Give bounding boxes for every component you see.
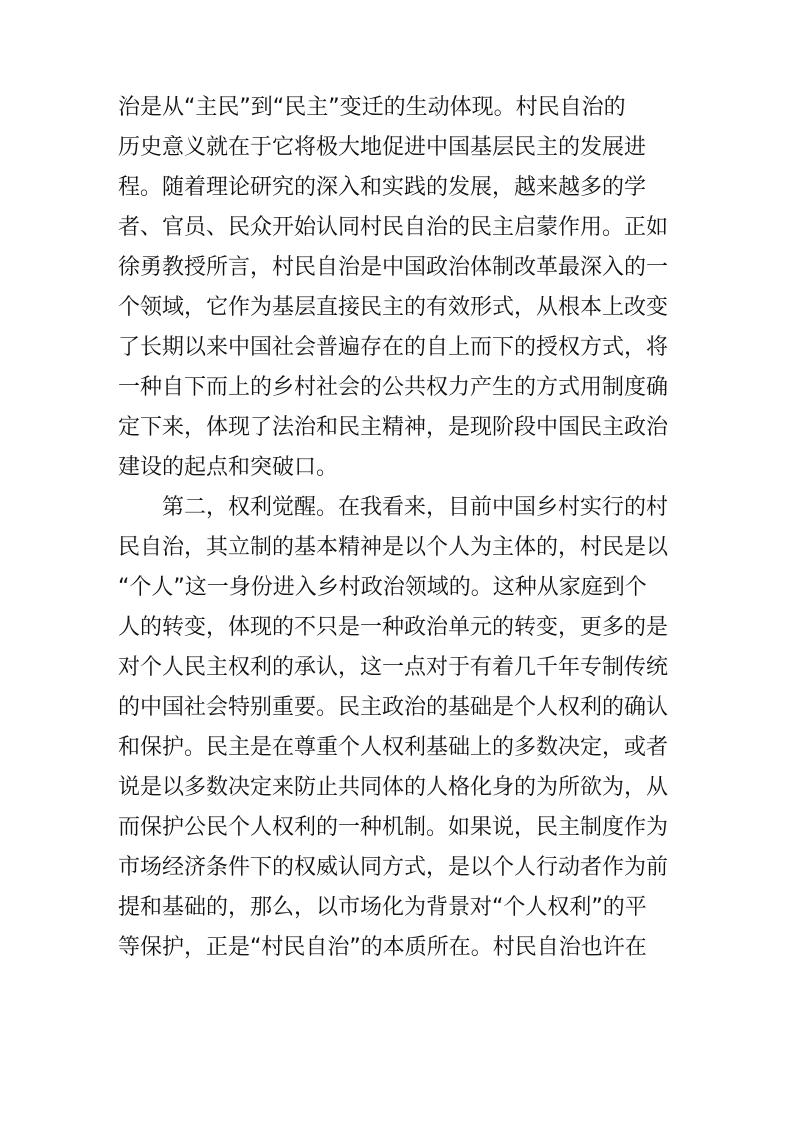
- text-line: 说是以多数决定来防止共同体的人格化身的为所欲为，从: [118, 775, 669, 800]
- text-line: 了长期以来中国社会普遍存在的自上而下的授权方式，将: [118, 335, 669, 360]
- text-line: 提和基础的，那么，以市场化为背景对“个人权利”的平: [118, 895, 647, 920]
- text-line: 历史意义就在于它将极大地促进中国基层民主的发展进: [118, 135, 647, 160]
- text-line: 程。随着理论研究的深入和实践的发展，越来越多的学: [118, 175, 647, 200]
- text-line: 的中国社会特别重要。民主政治的基础是个人权利的确认: [118, 695, 669, 720]
- text-line: 一种自下而上的乡村社会的公共权力产生的方式用制度确: [118, 375, 669, 400]
- text-line: 而保护公民个人权利的一种机制。如果说，民主制度作为: [118, 815, 669, 840]
- text-line: 建设的起点和突破口。: [118, 455, 339, 480]
- text-line: 徐勇教授所言，村民自治是中国政治体制改革最深入的一: [118, 255, 669, 280]
- text-line: 等保护，正是“村民自治”的本质所在。村民自治也许在: [118, 935, 647, 960]
- text-line: 民自治，其立制的基本精神是以个人为主体的，村民是以: [118, 535, 669, 560]
- text-line: 定下来，体现了法治和民主精神，是现阶段中国民主政治: [118, 415, 669, 440]
- text-line: 者、官员、民众开始认同村民自治的民主启蒙作用。正如: [118, 215, 669, 240]
- text-line: 个领域，它作为基层直接民主的有效形式，从根本上改变: [118, 295, 669, 320]
- text-line: 人的转变，体现的不只是一种政治单元的转变，更多的是: [118, 615, 669, 640]
- text-line: 对个人民主权利的承认，这一点对于有着几千年专制传统: [118, 655, 669, 680]
- text-line: 市场经济条件下的权威认同方式，是以个人行动者作为前: [118, 855, 669, 880]
- text-line: 和保护。民主是在尊重个人权利基础上的多数决定，或者: [118, 735, 669, 760]
- body-text: [118, 88, 678, 968]
- text-line: 治是从“主民”到“民主”变迁的生动体现。村民自治的: [118, 95, 626, 120]
- paragraph-start-line: 第二，权利觉醒。在我看来，目前中国乡村实行的村: [162, 495, 669, 520]
- text-line: “个人”这一身份进入乡村政治领域的。这种从家庭到个: [118, 575, 647, 600]
